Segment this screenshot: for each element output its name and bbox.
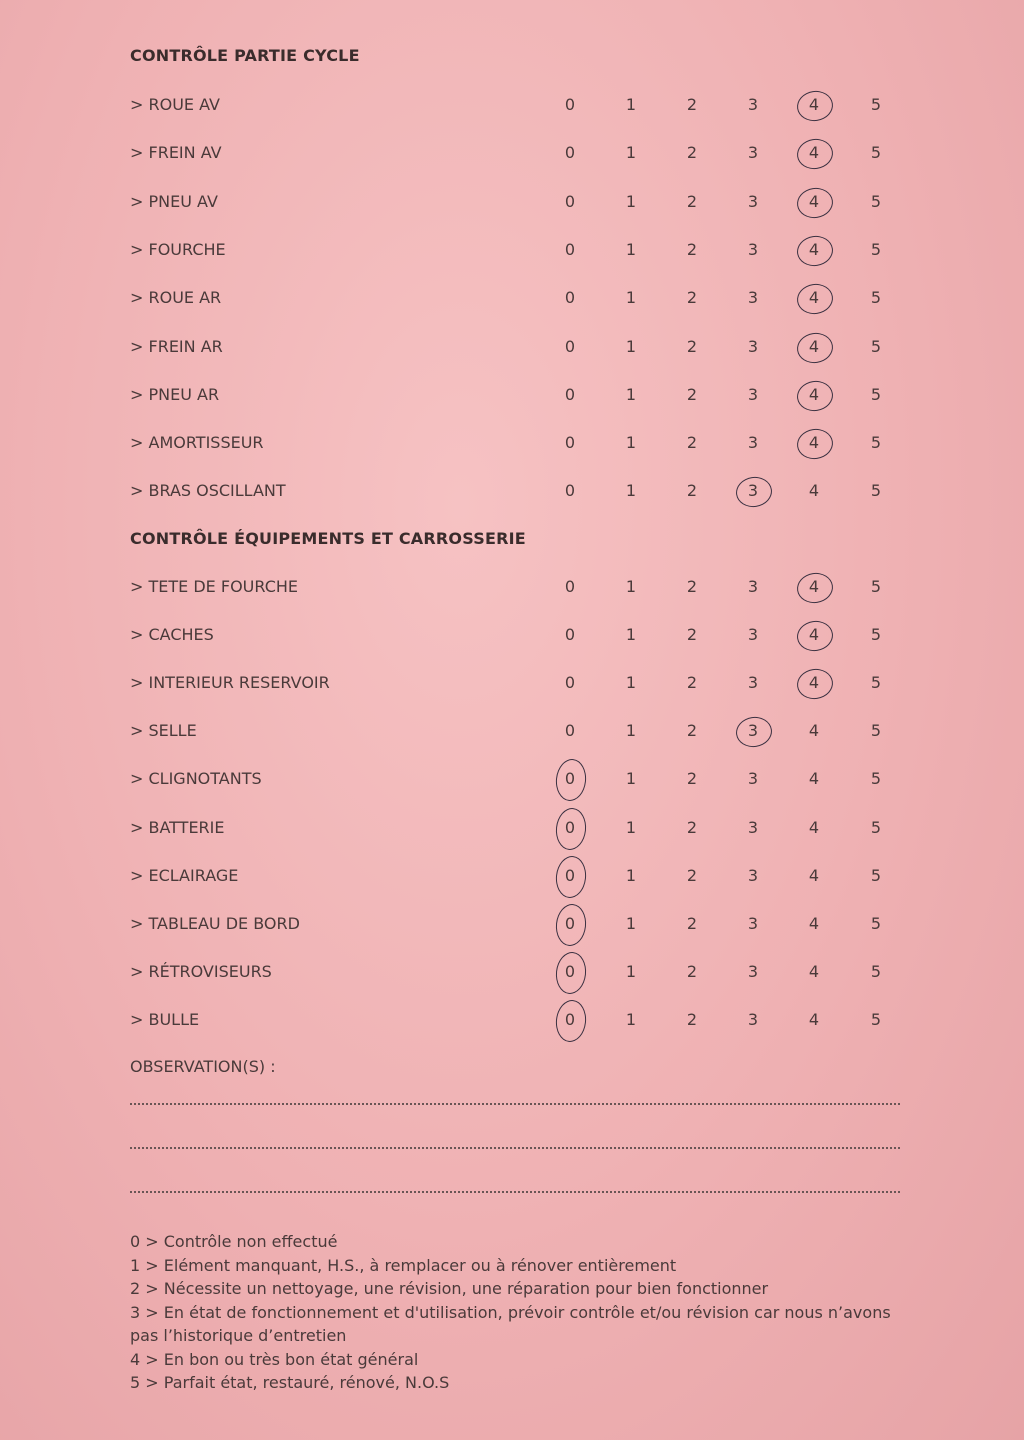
rating-row <box>130 1008 910 1032</box>
rating-option-5[interactable]: 5 <box>870 336 882 356</box>
rating-option-5[interactable]: 5 <box>870 961 882 981</box>
rating-option-5[interactable]: 5 <box>870 433 882 453</box>
rating-option-4[interactable]: 4 <box>808 721 820 741</box>
rating-row-label: > CLIGNOTANTS <box>130 769 262 789</box>
observation-line-2[interactable] <box>130 1147 900 1149</box>
rating-option-3[interactable]: 3 <box>747 577 759 596</box>
rating-option-2[interactable]: 2 <box>686 577 698 596</box>
rating-option-1[interactable]: 1 <box>625 1009 637 1029</box>
rating-row <box>130 93 910 117</box>
rating-option-5[interactable]: 5 <box>870 817 882 837</box>
rating-option-5[interactable]: 5 <box>870 769 882 789</box>
rating-row <box>130 912 910 936</box>
rating-option-1[interactable]: 1 <box>625 673 637 693</box>
rating-option-2[interactable]: 2 <box>686 384 698 404</box>
rating-option-3[interactable]: 3 <box>747 961 759 981</box>
rating-option-3[interactable]: 3 <box>747 336 759 356</box>
rating-option-4[interactable]: 4 <box>808 817 820 837</box>
rating-option-1[interactable]: 1 <box>625 961 637 981</box>
legend-item-4: 4 > En bon ou très bon état général <box>130 1349 419 1369</box>
observation-line-3[interactable] <box>130 1191 900 1193</box>
rating-row <box>130 383 910 407</box>
rating-option-4-selected[interactable]: 4 <box>799 431 829 455</box>
rating-option-1[interactable]: 1 <box>625 191 637 211</box>
rating-option-0[interactable]: 0 <box>564 721 576 741</box>
rating-row-label: > FREIN AR <box>130 336 223 356</box>
rating-row-label: > ROUE AR <box>130 288 222 308</box>
rating-option-2[interactable]: 2 <box>686 239 698 259</box>
rating-option-5[interactable]: 5 <box>870 1009 882 1029</box>
rating-option-5[interactable]: 5 <box>870 625 882 645</box>
rating-option-0-selected[interactable]: 0 <box>555 816 585 840</box>
rating-option-4-selected[interactable]: 4 <box>799 671 829 695</box>
rating-option-3[interactable]: 3 <box>747 817 759 837</box>
rating-row <box>130 190 910 214</box>
rating-row <box>130 864 910 888</box>
rating-option-1[interactable]: 1 <box>625 288 637 308</box>
rating-row <box>130 767 910 791</box>
rating-option-5[interactable]: 5 <box>870 481 882 501</box>
rating-option-0[interactable]: 0 <box>564 384 576 404</box>
rating-legend <box>130 1230 900 1395</box>
rating-option-3[interactable]: 3 <box>747 625 759 645</box>
rating-option-5[interactable]: 5 <box>870 721 882 741</box>
rating-option-1[interactable]: 1 <box>625 769 637 789</box>
rating-option-3[interactable]: 3 <box>747 1009 759 1029</box>
rating-option-4[interactable]: 4 <box>808 913 820 933</box>
rating-option-5[interactable]: 5 <box>870 913 882 933</box>
rating-option-3[interactable]: 3 <box>747 673 759 693</box>
rating-option-2[interactable]: 2 <box>686 961 698 981</box>
rating-option-1[interactable]: 1 <box>625 913 637 933</box>
observations-label: OBSERVATION(S) : <box>130 1057 276 1076</box>
rating-row-label: > TETE DE FOURCHE <box>130 577 298 596</box>
rating-option-3-selected[interactable]: 3 <box>738 719 768 743</box>
rating-option-2[interactable]: 2 <box>686 625 698 645</box>
rating-option-5[interactable]: 5 <box>870 143 882 163</box>
section-title-equipment: CONTRÔLE ÉQUIPEMENTS ET CARROSSERIE <box>130 529 526 548</box>
rating-option-3[interactable]: 3 <box>747 191 759 211</box>
rating-option-4-selected[interactable]: 4 <box>799 238 829 262</box>
rating-option-0-selected[interactable]: 0 <box>555 767 585 791</box>
rating-option-5[interactable]: 5 <box>870 673 882 693</box>
rating-row <box>130 719 910 743</box>
rating-option-5[interactable]: 5 <box>870 577 882 596</box>
rating-row <box>130 816 910 840</box>
rating-option-1[interactable]: 1 <box>625 239 637 259</box>
legend-item-2: 2 > Nécessite un nettoyage, une révision, une réparation pour bien fonctionner <box>130 1279 769 1298</box>
rating-option-2[interactable]: 2 <box>686 817 698 837</box>
rating-option-4-selected[interactable]: 4 <box>799 93 829 117</box>
rating-option-5[interactable]: 5 <box>870 288 882 308</box>
rating-option-0-selected[interactable]: 0 <box>555 960 585 984</box>
rating-option-0[interactable]: 0 <box>564 288 576 308</box>
rating-option-3[interactable]: 3 <box>747 913 759 933</box>
rating-option-0[interactable]: 0 <box>564 673 576 693</box>
rating-row-label: > ECLAIRAGE <box>130 865 239 885</box>
rating-option-1[interactable]: 1 <box>625 481 637 501</box>
rating-option-3[interactable]: 3 <box>747 769 759 789</box>
rating-option-3[interactable]: 3 <box>747 865 759 885</box>
rating-option-1[interactable]: 1 <box>625 433 637 453</box>
rating-option-0-selected[interactable]: 0 <box>555 1008 585 1032</box>
rating-option-2[interactable]: 2 <box>686 191 698 211</box>
rating-option-4-selected[interactable]: 4 <box>799 575 829 599</box>
rating-option-1[interactable]: 1 <box>625 384 637 404</box>
rating-option-0[interactable]: 0 <box>564 577 576 596</box>
rating-option-0-selected[interactable]: 0 <box>555 864 585 888</box>
section-title-cycle: CONTRÔLE PARTIE CYCLE <box>130 46 360 65</box>
rating-option-3[interactable]: 3 <box>747 95 759 114</box>
rating-option-0[interactable]: 0 <box>564 481 576 501</box>
rating-option-3[interactable]: 3 <box>747 288 759 308</box>
legend-item-0: 0 > Contrôle non effectué <box>130 1232 338 1251</box>
rating-row <box>130 575 910 599</box>
rating-option-5[interactable]: 5 <box>870 95 882 114</box>
rating-option-4-selected[interactable]: 4 <box>799 383 829 407</box>
rating-row-label: > INTERIEUR RESERVOIR <box>130 673 330 693</box>
rating-row-label: > CACHES <box>130 625 214 645</box>
rating-option-2[interactable]: 2 <box>686 913 698 933</box>
rating-option-1[interactable]: 1 <box>625 625 637 645</box>
rating-option-5[interactable]: 5 <box>870 865 882 885</box>
rating-option-1[interactable]: 1 <box>625 577 637 596</box>
rating-row <box>130 141 910 165</box>
rating-row-label: > BATTERIE <box>130 817 225 837</box>
rating-row <box>130 238 910 262</box>
rating-option-0-selected[interactable]: 0 <box>555 912 585 936</box>
rating-option-2[interactable]: 2 <box>686 143 698 163</box>
rating-row <box>130 479 910 503</box>
rating-option-4-selected[interactable]: 4 <box>799 141 829 165</box>
observation-line-1[interactable] <box>130 1103 900 1105</box>
rating-option-2[interactable]: 2 <box>686 769 698 789</box>
rating-row-label: > FREIN AV <box>130 143 222 163</box>
legend-item-5: 5 > Parfait état, restauré, rénové, N.O.S <box>130 1373 450 1392</box>
rating-option-1[interactable]: 1 <box>625 817 637 837</box>
rating-option-0[interactable]: 0 <box>564 143 576 163</box>
rating-option-4-selected[interactable]: 4 <box>799 190 829 214</box>
rating-option-3[interactable]: 3 <box>747 433 759 453</box>
rating-row <box>130 623 910 647</box>
rating-option-0[interactable]: 0 <box>564 191 576 211</box>
rating-option-3[interactable]: 3 <box>747 384 759 404</box>
rating-row <box>130 431 910 455</box>
rating-option-2[interactable]: 2 <box>686 95 698 114</box>
rating-option-1[interactable]: 1 <box>625 95 637 114</box>
rating-row <box>130 671 910 695</box>
rating-row-label: > FOURCHE <box>130 239 226 259</box>
rating-option-2[interactable]: 2 <box>686 865 698 885</box>
rating-option-2[interactable]: 2 <box>686 481 698 501</box>
rating-option-5[interactable]: 5 <box>870 384 882 404</box>
rating-row-label: > PNEU AV <box>130 191 218 211</box>
rating-option-4-selected[interactable]: 4 <box>799 286 829 310</box>
rating-row-label: > PNEU AR <box>130 384 220 404</box>
rating-option-1[interactable]: 1 <box>625 865 637 885</box>
rating-option-4[interactable]: 4 <box>808 865 820 885</box>
rating-option-5[interactable]: 5 <box>870 239 882 259</box>
rating-option-2[interactable]: 2 <box>686 673 698 693</box>
legend-item-3: 3 > En état de fonctionnement et d'utilisation, prévoir contrôle et/ou révision car nous n’avons pas l’historique d’entretien <box>130 1302 891 1345</box>
rating-option-0[interactable]: 0 <box>564 625 576 645</box>
rating-option-0[interactable]: 0 <box>564 95 576 114</box>
rating-option-2[interactable]: 2 <box>686 1009 698 1029</box>
rating-option-1[interactable]: 1 <box>625 721 637 741</box>
rating-option-3-selected[interactable]: 3 <box>738 479 768 503</box>
rating-row-label: > BRAS OSCILLANT <box>130 481 286 501</box>
rating-row <box>130 335 910 359</box>
rating-option-4[interactable]: 4 <box>808 481 820 501</box>
rating-row-label: > TABLEAU DE BORD <box>130 913 300 933</box>
rating-row-label: > RÉTROVISEURS <box>130 961 272 981</box>
rating-row <box>130 960 910 984</box>
rating-row-label: > BULLE <box>130 1009 200 1029</box>
rating-option-5[interactable]: 5 <box>870 191 882 211</box>
rating-option-4[interactable]: 4 <box>808 769 820 789</box>
rating-option-4[interactable]: 4 <box>808 1009 820 1029</box>
rating-option-1[interactable]: 1 <box>625 336 637 356</box>
rating-option-4-selected[interactable]: 4 <box>799 623 829 647</box>
rating-option-4[interactable]: 4 <box>808 961 820 981</box>
rating-option-0[interactable]: 0 <box>564 239 576 259</box>
rating-option-3[interactable]: 3 <box>747 239 759 259</box>
rating-option-2[interactable]: 2 <box>686 433 698 453</box>
rating-option-2[interactable]: 2 <box>686 288 698 308</box>
rating-row-label: > AMORTISSEUR <box>130 433 264 453</box>
rating-option-0[interactable]: 0 <box>564 336 576 356</box>
rating-option-4-selected[interactable]: 4 <box>799 335 829 359</box>
rating-row <box>130 286 910 310</box>
legend-item-1: 1 > Elément manquant, H.S., à remplacer ou à rénover entièrement <box>130 1255 677 1275</box>
rating-option-3[interactable]: 3 <box>747 143 759 163</box>
rating-row-label: > ROUE AV <box>130 95 220 114</box>
rating-option-2[interactable]: 2 <box>686 336 698 356</box>
rating-row-label: > SELLE <box>130 721 197 741</box>
rating-option-1[interactable]: 1 <box>625 143 637 163</box>
rating-option-2[interactable]: 2 <box>686 721 698 741</box>
rating-option-0[interactable]: 0 <box>564 433 576 453</box>
